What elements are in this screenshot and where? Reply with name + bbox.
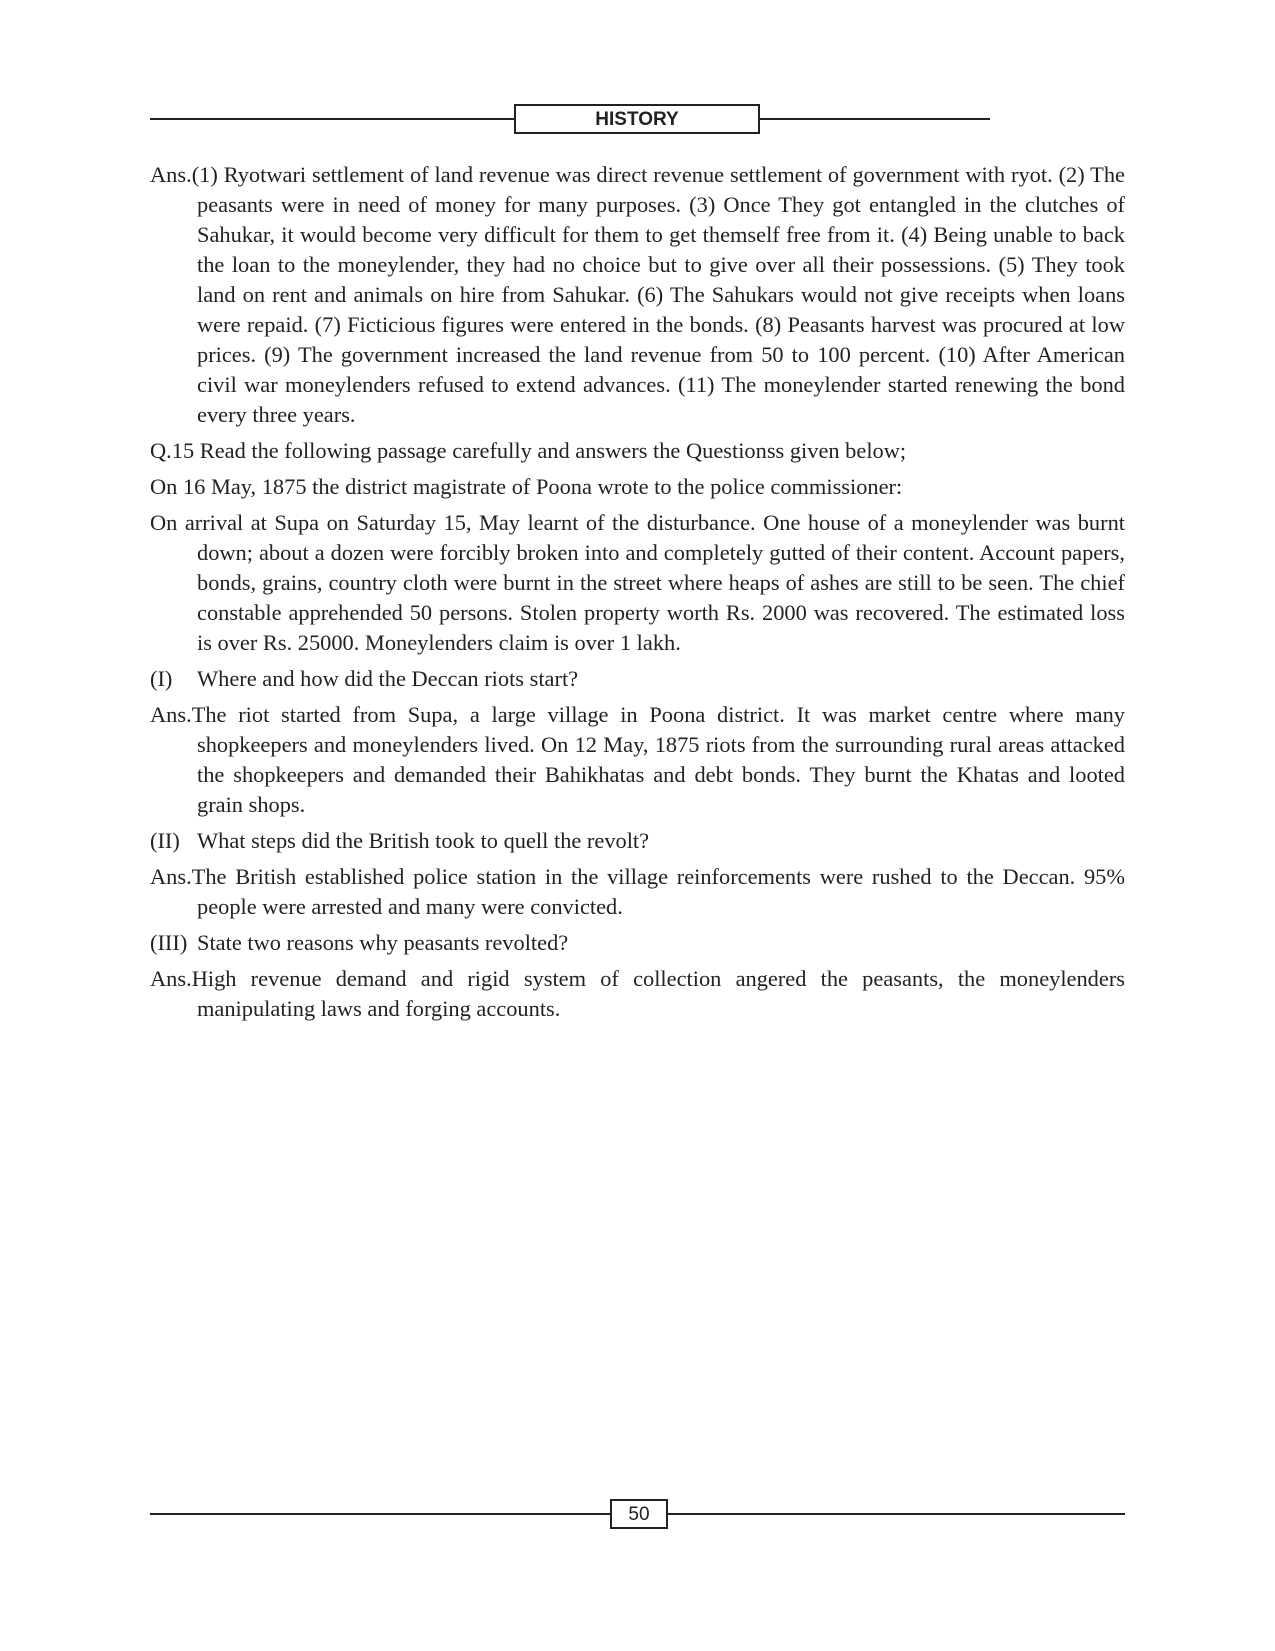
page-content: [150, 160, 1125, 1030]
answer-2: [150, 700, 1125, 820]
answer-label: Ans.: [150, 966, 192, 991]
sub-question-1: [150, 664, 1125, 694]
sub-question-label: (II): [150, 828, 180, 853]
sub-question-label: (I): [150, 666, 173, 691]
header-rule-left: [150, 118, 514, 120]
footer-rule-right: [668, 1513, 1125, 1515]
answer-1: [150, 160, 1125, 430]
header-rule-right: [760, 118, 990, 120]
question-15: Q.15 Read the following passage carefully and answers the Questionss given below;: [150, 438, 907, 463]
answer-4: [150, 964, 1125, 1024]
passage-intro: On 16 May, 1875 the district magistrate of Poona wrote to the police commissioner:: [150, 474, 903, 499]
answer-label: Ans.: [150, 864, 192, 889]
answer-text: The riot started from Supa, a large village in Poona district. It was market centre where many shopkeepers and moneylenders lived. On 12 May, 1875 riots from the surrounding rural areas attacked the shopkeepers and demanded their Bahikhatas and debt bonds. They burnt the Khatas and looted grain shops.: [191, 702, 1125, 817]
answer-text: High revenue demand and rigid system of collection angered the peasants, the moneylenders manipulating laws and forging accounts.: [191, 966, 1125, 1021]
answer-3: [150, 862, 1125, 922]
sub-question-2: [150, 826, 1125, 856]
sub-question-text: What steps did the British took to quell the revolt?: [197, 828, 650, 853]
answer-text: (1) Ryotwari settlement of land revenue was direct revenue settlement of government with ryot. (2) The peasants were in need of money for many purposes. (3) Once They got entangled in the clutches of Sahukar, it would become very difficult for them to get themself free from it. (4) Being unable to back the loan to the moneylender, they had no choice but to give over all their possessions. (5) They took land on rent and animals on hire from Sahukar. (6) The Sahukars would not give receipts when loans were repaid. (7) Ficticious figures were entered in the bonds. (8) Peasants harvest was procured at low prices. (9) The government increased the land revenue from 50 to 100 percent. (10) After American civil war moneylenders refused to extend advances. (11) The moneylender started renewing the bond every three years.: [191, 162, 1125, 427]
footer-rule-left: [150, 1513, 610, 1515]
header-title: HISTORY: [514, 104, 760, 134]
sub-question-label: (III): [150, 930, 188, 955]
page-number: 50: [610, 1499, 668, 1529]
sub-question-3: [150, 928, 1125, 958]
answer-label: Ans.: [150, 162, 192, 187]
sub-question-text: State two reasons why peasants revolted?: [197, 930, 569, 955]
answer-label: Ans.: [150, 702, 192, 727]
answer-text: The British established police station in the village reinforcements were rushed to the Deccan. 95% people were arrested and many were convicted.: [191, 864, 1125, 919]
passage-text: On arrival at Supa on Saturday 15, May learnt of the disturbance. One house of a moneylender was burnt down; about a dozen were forcibly broken into and completely gutted of their content. Account papers, bonds, grains, country cloth were burnt in the street where heaps of ashes are still to be seen. The chief constable apprehended 50 persons. Stolen property worth Rs. 2000 was recovered. The estimated loss is over Rs. 25000. Moneylenders claim is over 1 lakh.: [150, 510, 1125, 655]
sub-question-text: Where and how did the Deccan riots start?: [197, 666, 579, 691]
